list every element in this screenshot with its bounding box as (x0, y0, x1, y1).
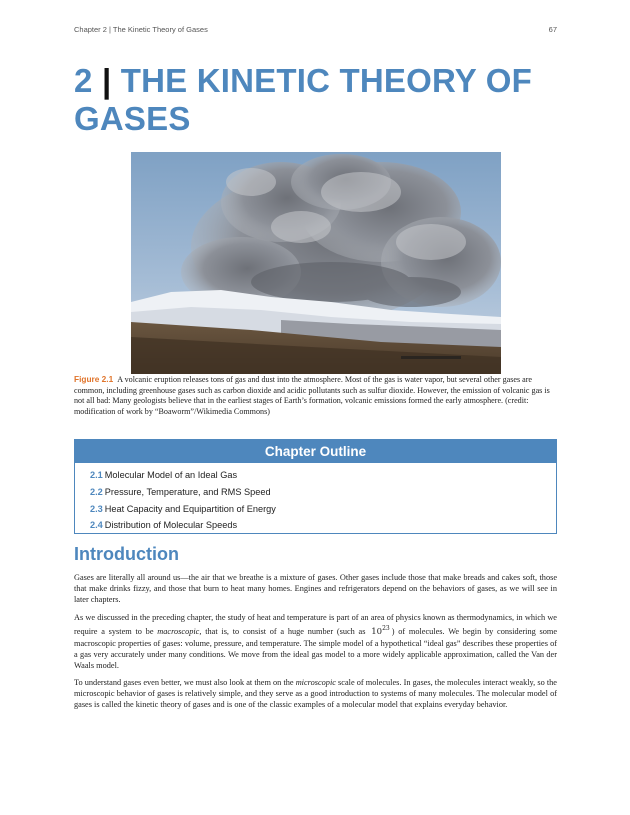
outline-item-number: 2.2 (90, 486, 103, 497)
paragraph-3-text-a: To understand gases even better, we must also look at them on the (74, 678, 296, 687)
paragraph-3-text-b: scale of molecules. In gases, the molecules interact weakly, so the microscopic behavior of gases is relatively simple, and they serve as a good introduction to systems of many molecules. The molecular model of gases is called the kinetic theory of gases and is one of the classic examples of a molecular model that explains everyday behavior. (74, 678, 557, 709)
term-microscopic: microscopic (295, 678, 336, 687)
outline-item-label: Heat Capacity and Equipartition of Energy (104, 503, 276, 514)
outline-item-number: 2.3 (90, 503, 103, 514)
chapter-number: 2 (74, 62, 93, 99)
paragraph-2-text-c: ) of molecules. We begin by considering some macroscopic properties of gases: volume, pressure, and temperature. The simple model of a hypothetical “ideal gas” describes these properties of a gas very accurately under many conditions. We move from the ideal gas model to a more widely applicable approximation, called the Van der Waals model. (74, 626, 558, 670)
volcano-eruption-photo (131, 152, 501, 374)
chapter-outline-heading: Chapter Outline (75, 440, 556, 463)
chapter-title (74, 62, 574, 138)
outline-item-number: 2.4 (90, 520, 103, 531)
figure-label: Figure 2.1 (74, 374, 114, 384)
paragraph-2-text-b: , that is, to consist of a huge number (such as (199, 626, 370, 636)
math-exponent: 23 (382, 624, 390, 632)
chapter-separator: | (101, 62, 112, 99)
outline-item[interactable] (90, 484, 556, 501)
outline-item-label: Molecular Model of an Ideal Gas (104, 470, 238, 480)
math-base: 10 (371, 626, 383, 637)
figure-caption-text: A volcanic eruption releases tons of gas and dust into the atmosphere. Most of the gas is water vapor, but several other gases are common, including greenhouse gases such as carbon dioxide and acidic pollutants such as sulfur dioxide. However, the emission of volcanic gas is not all bad: Many geologists believe that in the earliest stages of Earth’s formation, volcanic emissions formed the early atmosphere. (credit: modification of work by “Boaworm”/Wikimedia Commons) (74, 375, 550, 416)
figure-caption (74, 374, 557, 417)
running-header (74, 25, 557, 34)
introduction-body (74, 572, 557, 717)
chapter-title-text: THE KINETIC THEORY OF GASES (74, 62, 532, 137)
term-macroscopic: macroscopic (157, 626, 200, 636)
paragraph-1: Gases are literally all around us—the air that we breathe is a mixture of gases. Other gases include those that make breads and cakes soft, those that make drinks fizzy, and those that burn to heat many homes. Engines and refrigerators depend on the behaviors of gases, as we will see in later chapters. (74, 573, 557, 604)
outline-item[interactable] (90, 517, 556, 534)
running-title: Chapter 2 | The Kinetic Theory of Gases (74, 25, 208, 34)
outline-item-label: Distribution of Molecular Speeds (104, 520, 238, 531)
outline-item-number: 2.1 (90, 470, 103, 480)
outline-item[interactable] (90, 501, 556, 518)
paragraph-3 (74, 677, 557, 710)
chapter-outline-list (75, 463, 556, 534)
paragraph-2 (74, 612, 557, 671)
outline-item[interactable] (90, 467, 556, 484)
page-number: 67 (548, 25, 557, 34)
chapter-outline-box (74, 439, 557, 534)
introduction-heading: Introduction (74, 544, 179, 564)
paragraph-2-text-a: As we discussed in the preceding chapter, the study of heat and temperature is part of an area of physics known as thermodynamics, in which we require a system to be (74, 612, 557, 636)
math-ten-power (371, 624, 390, 637)
outline-item-label: Pressure, Temperature, and RMS Speed (104, 486, 271, 497)
